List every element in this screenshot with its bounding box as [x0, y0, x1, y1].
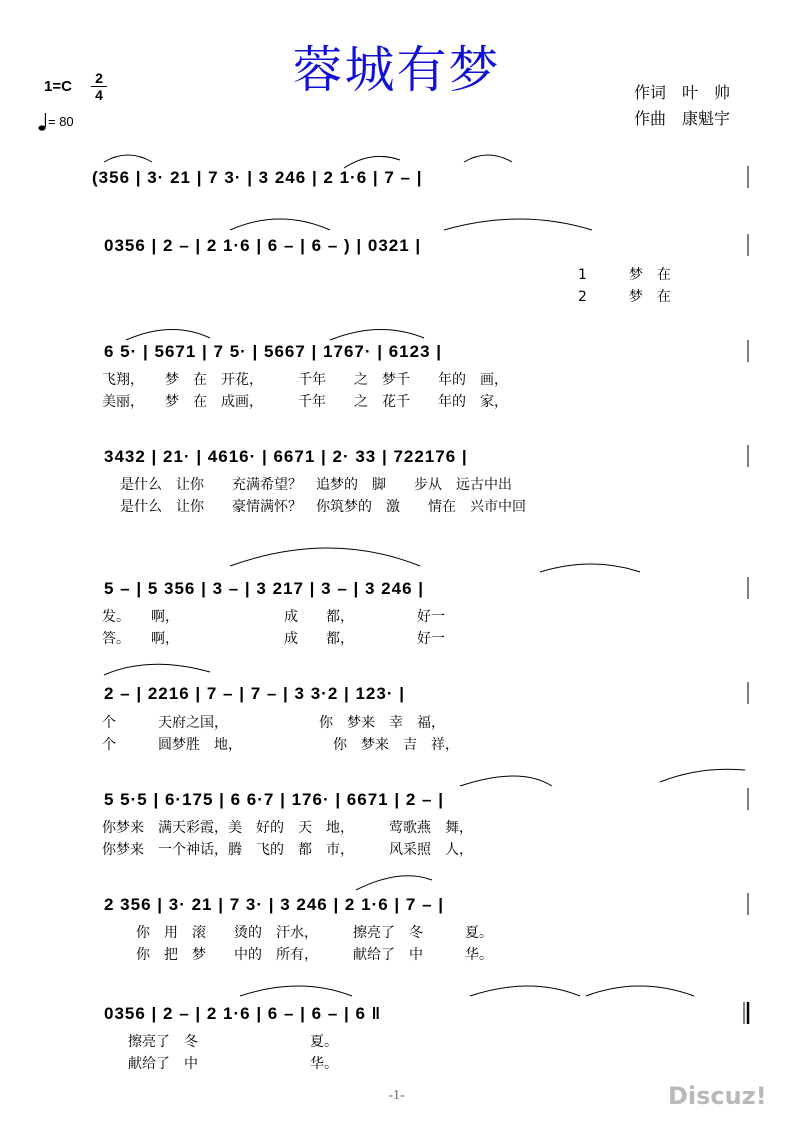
notation-line-2: 0356 | 2 – | 2 1·6 | 6 – | 6 – ) | 0321 | [104, 236, 422, 255]
lyric-line-3-verse-1: 飞翔， 梦 在 开花， 千年 之 梦千 年的 画， [102, 372, 508, 388]
notation-line-9: 0356 | 2 – | 2 1·6 | 6 – | 6 – | 6 ‖ [104, 1004, 382, 1023]
lyric-line-4-verse-2: 是什么 让你 豪情满怀？ 你筑梦的 激 情在 兴市中回 [120, 499, 526, 515]
tie-slur [586, 986, 694, 996]
lyric-line-7-verse-2: 你梦来 一个神话，腾 飞的 都 市， 风采照 人， [102, 842, 473, 858]
lyric-line-6-verse-2: 个 圆梦胜 地， 你 梦来 吉 祥， [102, 737, 459, 753]
tie-slur [344, 156, 400, 168]
watermark-logo: Discuz! [668, 1082, 767, 1110]
tie-slur [240, 986, 352, 996]
notation-line-6: 2 – | 2216 | 7 – | 7 – | 3 3·2 | 123· | [104, 684, 405, 703]
lyric-line-2-verse-1: 1 梦 在 [578, 267, 671, 283]
notation-line-8: 2 356 | 3· 21 | 7 3· | 3 246 | 2 1·6 | 7 – | [104, 895, 444, 914]
time-signature-top: 2 [95, 70, 103, 86]
lyric-line-4-verse-1: 是什么 让你 充满希望？ 追梦的 脚 步从 远古中出 [120, 477, 512, 493]
lyric-line-8-verse-1: 你 用 滚 烫的 汗水， 擦亮了 冬 夏。 [136, 925, 493, 941]
lyric-line-5-verse-1: 发。 啊， 成 都， 好一 [102, 609, 445, 625]
time-signature-bottom: 4 [91, 86, 107, 103]
notation-line-5: 5 – | 5 356 | 3 – | 3 217 | 3 – | 3 246 | [104, 579, 425, 598]
lyric-line-9-verse-1: 擦亮了 冬 夏。 [128, 1034, 338, 1050]
lyric-line-9-verse-2: 献给了 中 华。 [128, 1056, 338, 1072]
tie-slur [470, 986, 580, 996]
lyric-line-8-verse-2: 你 把 梦 中的 所有， 献给了 中 华。 [136, 947, 493, 963]
key-signature: 1=C [44, 78, 72, 95]
lyric-line-3-verse-2: 美丽， 梦 在 成画， 千年 之 花千 年的 家， [102, 394, 508, 410]
tie-slur [356, 876, 432, 890]
notation-line-7: 5 5·5 | 6·175 | 6 6·7 | 176· | 6671 | 2 – | [104, 790, 444, 809]
tie-slur [540, 564, 640, 572]
notation-line-1: (356 | 3· 21 | 7 3· | 3 246 | 2 1·6 | 7 – | [92, 168, 423, 187]
tie-slur [460, 776, 552, 786]
lyric-line-7-verse-1: 你梦来 满天彩霞，美 好的 天 地， 莺歌燕 舞， [102, 820, 473, 836]
composer-credit: 作曲 康魁宇 [634, 109, 731, 128]
triplet-slur [104, 155, 152, 162]
tie-slur [660, 769, 745, 782]
lyric-line-5-verse-2: 答。 啊， 成 都， 好一 [102, 631, 445, 647]
tie-slur [330, 329, 424, 340]
song-title: 蓉城有梦 [292, 41, 501, 99]
tie-slur [104, 664, 210, 675]
tie-slur [126, 329, 210, 340]
notation-line-3: 6 5· | 5671 | 7 5· | 5667 | 1767· | 6123 | [104, 342, 443, 361]
lyric-line-6-verse-1: 个 天府之国， 你 梦来 幸 福， [102, 715, 445, 731]
tie-slur [444, 219, 592, 230]
tie-slur [230, 548, 420, 566]
tie-slur [230, 219, 330, 230]
notation-line-4: 3432 | 21· | 4616· | 6671 | 2· 33 | 722176 | [104, 447, 468, 466]
tempo-marking: = 80 [48, 114, 74, 129]
lyricist-credit: 作词 叶 帅 [634, 83, 731, 102]
page-number: -1- [388, 1088, 405, 1103]
lyric-line-2-verse-2: 2 梦 在 [578, 289, 671, 305]
triplet-slur [464, 155, 512, 162]
